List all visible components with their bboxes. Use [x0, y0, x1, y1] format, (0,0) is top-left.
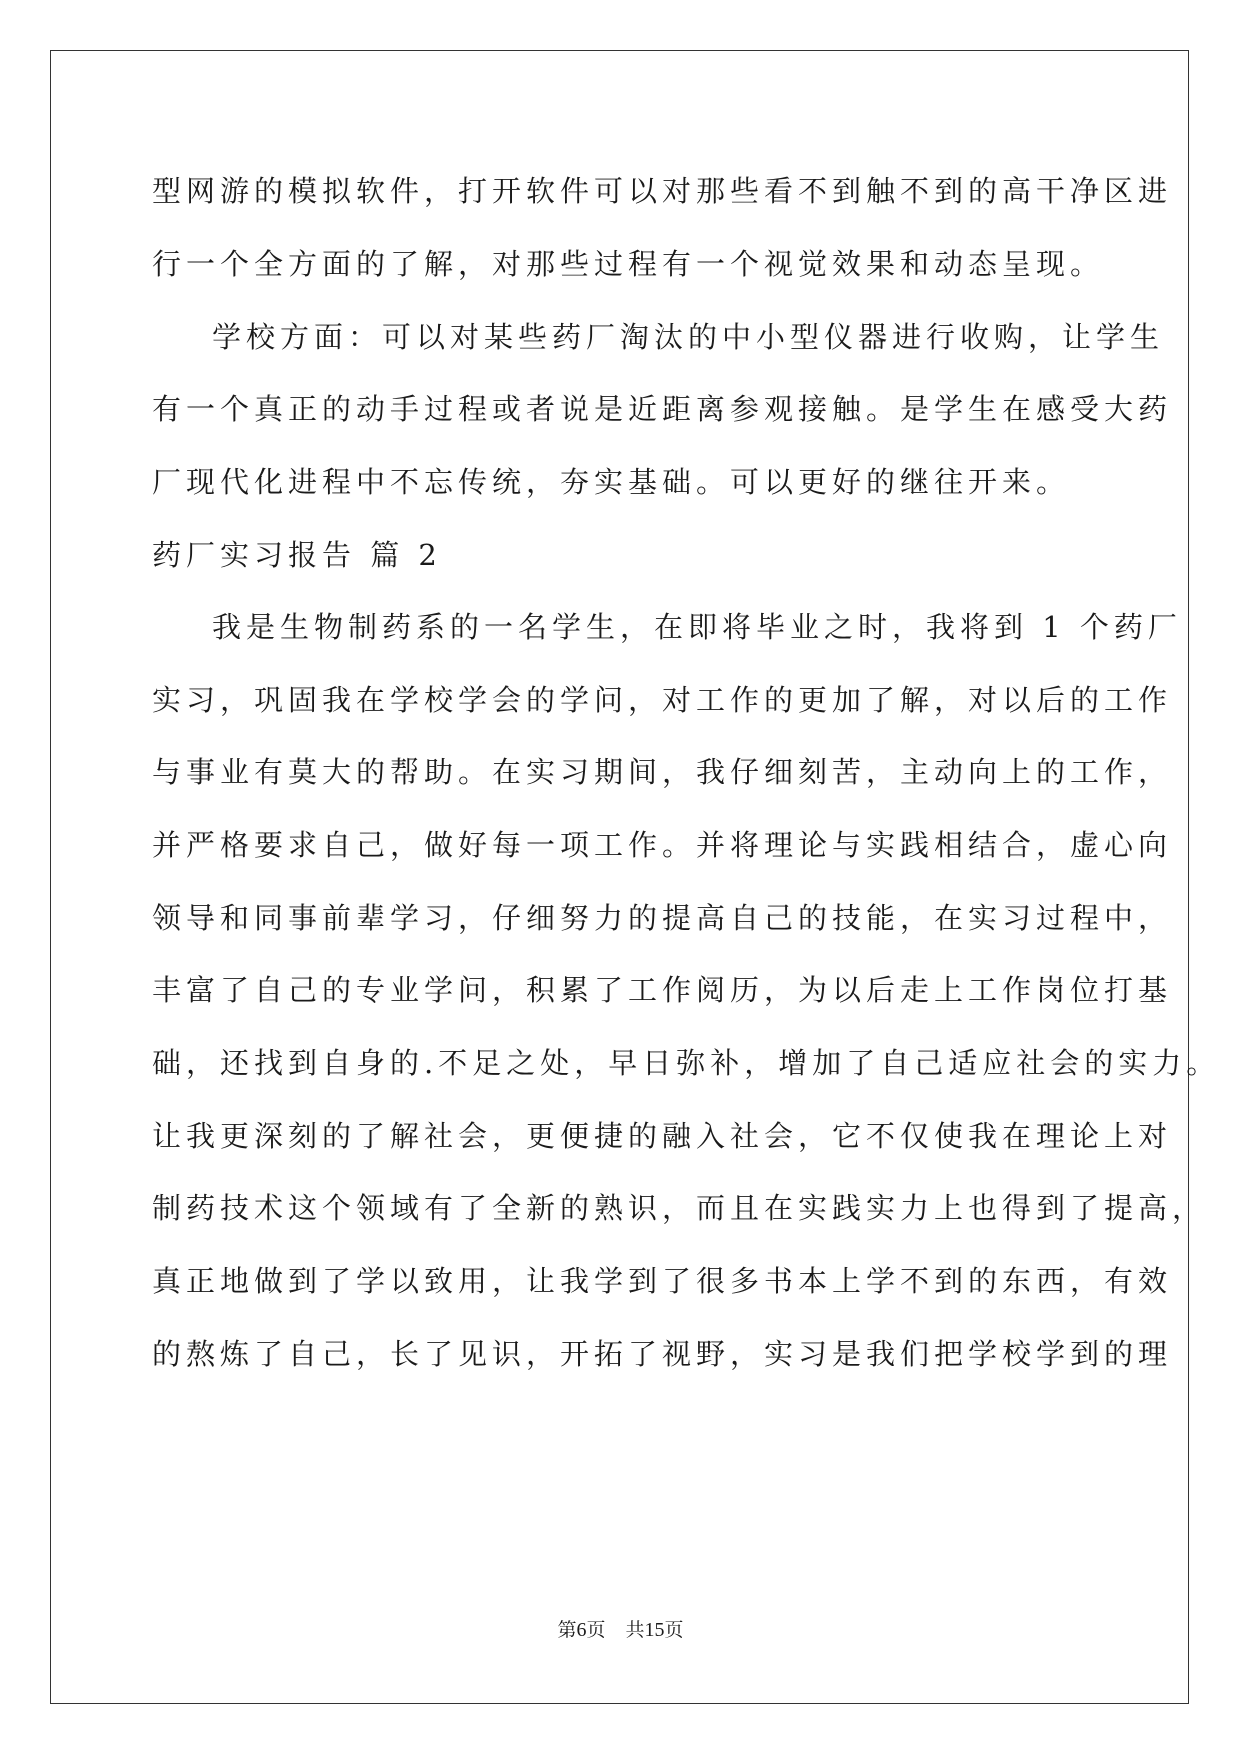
text-line: 有一个真正的动手过程或者说是近距离参观接触。是学生在感受大药 [152, 392, 1173, 426]
text-line: 础，还找到自身的.不足之处，早日弥补，增加了自己适应社会的实力。 [152, 1046, 1221, 1080]
text-line: 并严格要求自己，做好每一项工作。并将理论与实践相结合，虚心向 [152, 828, 1173, 862]
text-line: 与事业有莫大的帮助。在实习期间，我仔细刻苦，主动向上的工作， [152, 755, 1173, 789]
paragraph-start-line: 我是生物制药系的一名学生，在即将毕业之时，我将到 1 个药厂 [212, 610, 1182, 644]
page-footer [0, 1617, 1241, 1643]
text-line: 的熬炼了自己，长了见识，开拓了视野，实习是我们把学校学到的理 [152, 1337, 1173, 1371]
text-line: 让我更深刻的了解社会，更便捷的融入社会，它不仅使我在理论上对 [152, 1119, 1173, 1153]
page-number: 第6页 [557, 1619, 606, 1641]
text-line: 真正地做到了学以致用，让我学到了很多书本上学不到的东西，有效 [152, 1264, 1173, 1298]
text-line: 行一个全方面的了解，对那些过程有一个视觉效果和动态呈现。 [152, 247, 1105, 281]
section-heading: 药厂实习报告 篇 2 [152, 538, 442, 572]
text-line: 型网游的模拟软件，打开软件可以对那些看不到触不到的高干净区进 [152, 174, 1173, 208]
page-total: 共15页 [625, 1619, 684, 1641]
paragraph-start-line: 学校方面：可以对某些药厂淘汰的中小型仪器进行收购，让学生 [212, 320, 1165, 354]
text-line: 厂现代化进程中不忘传统，夯实基础。可以更好的继往开来。 [152, 465, 1071, 499]
page-border [50, 50, 1189, 1704]
text-line: 领导和同事前辈学习，仔细努力的提高自己的技能，在实习过程中， [152, 901, 1173, 935]
text-line: 实习，巩固我在学校学会的学问，对工作的更加了解，对以后的工作 [152, 683, 1173, 717]
text-line: 丰富了自己的专业学问，积累了工作阅历，为以后走上工作岗位打基 [152, 973, 1173, 1007]
text-line: 制药技术这个领域有了全新的熟识，而且在实践实力上也得到了提高， [152, 1191, 1207, 1225]
